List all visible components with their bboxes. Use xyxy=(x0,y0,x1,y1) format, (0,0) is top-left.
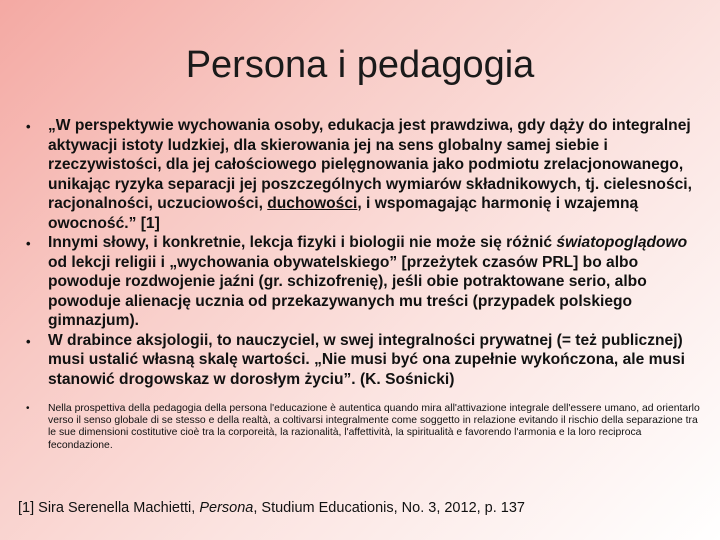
bullet-text: Innymi słowy, i konkretnie, lekcja fizyki i biologii nie może się różnić światopoglądowo od lekcji religii i „wychowania obywatelskiego” [przeżytek czasów PRL] bo albo powoduje rozdwojenie jaźni (gr. schizofrenię), jeśli obie potraktowane serio, albo powoduje alienację ucznia od przekazywanych mu treści (przypadek polskiego gimnazjum). xyxy=(48,234,688,329)
bullet-text: Nella prospettiva della pedagogia della persona l'educazione è autentica quando mira all'attivazione integrale dell'essere umano, ad orientarlo verso il senso globale di se stesso e della realtà, a coltivarsi integralmente come soggetto in relazione evitando il rischio della separazione tra le sue dimensioni costitutive cioè tra la corporeità, la razionalità, l'affettività, la spiritualità e favorendo l'armonia e la loro reciproca fecondazione. xyxy=(48,403,700,451)
footnote-title: Persona xyxy=(199,500,254,516)
italic-term: światopoglądowo xyxy=(556,234,688,251)
bullet-list xyxy=(20,116,700,452)
list-item xyxy=(20,331,700,390)
underlined-term: duchowości xyxy=(267,195,358,212)
bullet-icon: • xyxy=(26,119,31,134)
bullet-icon: • xyxy=(26,403,30,414)
list-item xyxy=(20,403,700,452)
list-item xyxy=(20,233,700,331)
bullet-icon: • xyxy=(26,333,31,349)
list-item xyxy=(20,116,700,233)
bullet-icon: • xyxy=(26,236,31,251)
slide-title: Persona i pedagogia xyxy=(185,44,535,86)
bullet-text: W drabince aksjologii, to nauczyciel, w swej integralności prywatnej (= też publicznej) musi ustalić własną skalę wartości. „Nie musi być ona zupełnie wykończona, ale musi stanowić drogowskaz w dorosłym życiu”. (K. Sośnicki) xyxy=(48,331,685,388)
bullet-text: „W perspektywie wychowania osoby, edukacja jest prawdziwa, gdy dąży do integralnej aktywacji istoty ludzkiej, dla skierowania jej na sens globalny samej siebie i rzeczywistości, dla jej całościowego pielęgnowania jako podmiotu zrelacjonowanego, unikając ryzyka separacji jej poszczególnych wymiarów składnikowych, tj. cielesności, racjonalności, uczuciowości, duchowości, i wspomagając harmonię i wzajemną owocność.” [1] xyxy=(48,117,692,232)
footnote: [1] Sira Serenella Machietti, Persona, Studium Educationis, No. 3, 2012, p. 137 xyxy=(18,500,526,516)
